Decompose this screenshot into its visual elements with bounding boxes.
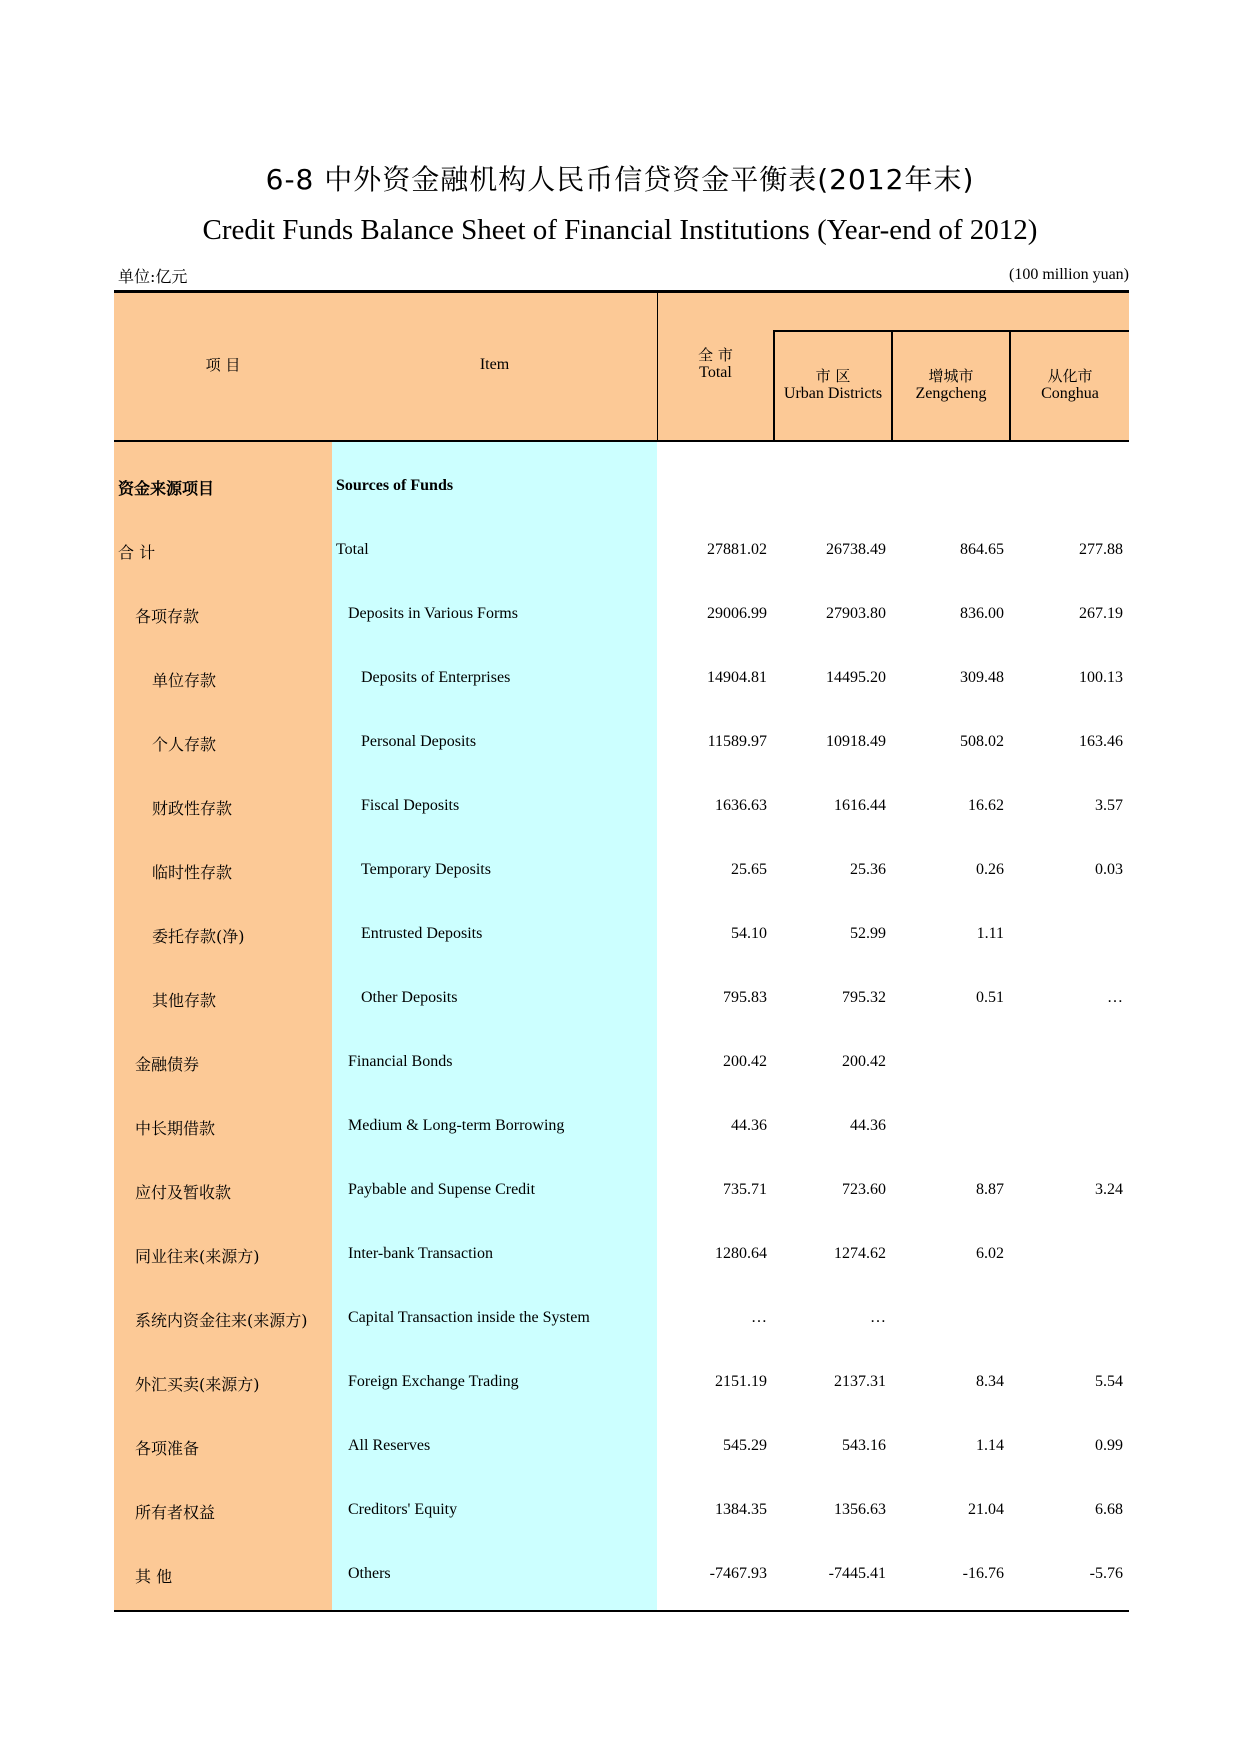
cell-zengcheng: 0.26	[976, 861, 1004, 878]
row-label-chinese: 临时性存款	[152, 863, 233, 882]
cell-total: 25.65	[731, 861, 767, 878]
row-label-chinese: 单位存款	[152, 671, 217, 690]
row-label-english: All Reserves	[348, 1437, 431, 1454]
table-row	[114, 837, 1129, 901]
cell-urban: 44.36	[850, 1117, 886, 1134]
row-label-english: Financial Bonds	[348, 1053, 453, 1070]
cell-urban: 543.16	[842, 1437, 886, 1454]
cell-urban: 1616.44	[834, 797, 886, 814]
row-label-chinese: 同业往来(来源方)	[135, 1247, 260, 1266]
cell-zengcheng: 864.65	[960, 541, 1004, 558]
table-row	[114, 581, 1129, 645]
cell-urban: 723.60	[842, 1181, 886, 1198]
row-label-english: Fiscal Deposits	[361, 797, 460, 814]
cell-zengcheng: -16.76	[962, 1565, 1004, 1582]
row-label-english: Other Deposits	[361, 989, 458, 1006]
balance-sheet-table	[114, 290, 1129, 1612]
cell-total: 11589.97	[707, 733, 767, 750]
table-row	[114, 1477, 1129, 1541]
row-label-chinese: 应付及暂收款	[135, 1183, 232, 1202]
row-label-chinese: 系统内资金往来(来源方)	[135, 1311, 308, 1330]
cell-zengcheng: 836.00	[960, 605, 1004, 622]
cell-urban: 10918.49	[826, 733, 886, 750]
row-label-english: Capital Transaction inside the System	[348, 1309, 590, 1326]
cell-total: 735.71	[723, 1181, 767, 1198]
row-label-chinese: 个人存款	[152, 735, 217, 754]
table-row	[114, 901, 1129, 965]
row-label-chinese: 金融债券	[135, 1055, 200, 1074]
table-row	[114, 517, 1129, 581]
row-label-english: Sources of Funds	[336, 477, 454, 494]
header-zengcheng: 增城市 Zengcheng	[915, 367, 987, 402]
table-row	[114, 453, 1129, 517]
cell-total: 795.83	[723, 989, 767, 1006]
cell-conghua: 5.54	[1095, 1373, 1123, 1390]
row-label-english: Total	[336, 541, 369, 558]
row-label-chinese: 财政性存款	[152, 799, 233, 818]
row-label-chinese: 资金来源项目	[118, 479, 215, 498]
cell-total: 545.29	[723, 1437, 767, 1454]
cell-total: 44.36	[731, 1117, 767, 1134]
cell-urban: 14495.20	[826, 669, 886, 686]
table-row	[114, 1093, 1129, 1157]
table-row	[114, 645, 1129, 709]
row-label-english: Deposits in Various Forms	[348, 605, 518, 622]
cell-total: 1636.63	[715, 797, 767, 814]
table-row	[114, 773, 1129, 837]
page-title-english: Credit Funds Balance Sheet of Financial Institutions (Year-end of 2012)	[202, 214, 1038, 246]
row-label-chinese: 委托存款(净)	[152, 927, 245, 946]
cell-zengcheng: 6.02	[976, 1245, 1004, 1262]
cell-zengcheng: 1.11	[976, 925, 1004, 942]
unit-label-chinese: 单位:亿元	[118, 267, 188, 286]
cell-conghua: 163.46	[1079, 733, 1123, 750]
cell-zengcheng: 16.62	[968, 797, 1004, 814]
table-row	[114, 1349, 1129, 1413]
cell-conghua: 277.88	[1079, 541, 1123, 558]
cell-zengcheng: 8.87	[976, 1181, 1004, 1198]
row-label-english: Paybable and Supense Credit	[348, 1181, 536, 1198]
cell-urban: …	[870, 1309, 886, 1326]
row-label-chinese: 外汇买卖(来源方)	[135, 1375, 260, 1394]
cell-total: 54.10	[731, 925, 767, 942]
row-label-english: Deposits of Enterprises	[361, 669, 511, 686]
table-row	[114, 1285, 1129, 1349]
header-conghua: 从化市 Conghua	[1041, 367, 1099, 402]
table-bottom-rule	[114, 1610, 1129, 1612]
table-row	[114, 1029, 1129, 1093]
table-row	[114, 965, 1129, 1029]
cell-conghua: 3.57	[1095, 797, 1123, 814]
cell-conghua: …	[1107, 989, 1123, 1006]
cell-total: 200.42	[723, 1053, 767, 1070]
row-label-english: Entrusted Deposits	[361, 925, 483, 942]
table-row	[114, 1541, 1129, 1605]
cell-zengcheng: 508.02	[960, 733, 1004, 750]
cell-total: 27881.02	[707, 541, 767, 558]
cell-zengcheng: 1.14	[976, 1437, 1004, 1454]
cell-zengcheng: 21.04	[968, 1501, 1004, 1518]
cell-total: 1280.64	[715, 1245, 767, 1262]
header-urban-districts: 市 区 Urban Districts	[783, 367, 883, 402]
cell-conghua: 6.68	[1095, 1501, 1123, 1518]
cell-urban: 2137.31	[834, 1373, 886, 1390]
row-label-chinese: 其他存款	[152, 991, 217, 1010]
table-row	[114, 1157, 1129, 1221]
cell-urban: 25.36	[850, 861, 886, 878]
header-bottom-rule	[114, 440, 1129, 442]
cell-total: -7467.93	[709, 1565, 767, 1582]
header-item-english: Item	[479, 356, 510, 373]
row-label-english: Foreign Exchange Trading	[348, 1373, 519, 1390]
page-title-chinese: 6-8 中外资金融机构人民币信贷资金平衡表(2012年末)	[265, 163, 975, 196]
cell-total: 2151.19	[715, 1373, 767, 1390]
row-label-chinese: 其 他	[135, 1567, 173, 1586]
cell-urban: -7445.41	[828, 1565, 886, 1582]
cell-total: …	[751, 1309, 767, 1326]
cell-conghua: 0.99	[1095, 1437, 1123, 1454]
cell-urban: 1356.63	[834, 1501, 886, 1518]
cell-conghua: 0.03	[1095, 861, 1123, 878]
cell-zengcheng: 0.51	[976, 989, 1004, 1006]
header-subgroup-rule	[773, 330, 1129, 332]
cell-total: 1384.35	[715, 1501, 767, 1518]
cell-conghua: -5.76	[1089, 1565, 1123, 1582]
row-label-english: Others	[348, 1565, 391, 1582]
cell-zengcheng: 309.48	[960, 669, 1004, 686]
table-row	[114, 1221, 1129, 1285]
row-label-english: Medium & Long-term Borrowing	[348, 1117, 565, 1134]
row-label-english: Creditors' Equity	[348, 1501, 458, 1518]
cell-total: 29006.99	[707, 605, 767, 622]
row-label-chinese: 各项准备	[135, 1439, 200, 1458]
header-item-chinese: 项 目	[205, 356, 241, 374]
cell-urban: 26738.49	[826, 541, 886, 558]
cell-total: 14904.81	[707, 669, 767, 686]
unit-label-english: (100 million yuan)	[1009, 266, 1129, 283]
header-total: 全 市 Total	[698, 346, 733, 381]
cell-zengcheng: 8.34	[976, 1373, 1004, 1390]
cell-urban: 27903.80	[826, 605, 886, 622]
row-label-english: Temporary Deposits	[361, 861, 491, 878]
cell-urban: 52.99	[850, 925, 886, 942]
cell-urban: 1274.62	[834, 1245, 886, 1262]
table-top-rule	[114, 290, 1129, 293]
row-label-chinese: 合 计	[118, 543, 156, 562]
cell-conghua: 100.13	[1079, 669, 1123, 686]
row-label-chinese: 各项存款	[135, 607, 200, 626]
cell-conghua: 267.19	[1079, 605, 1123, 622]
cell-conghua: 3.24	[1095, 1181, 1123, 1198]
row-label-english: Personal Deposits	[361, 733, 477, 750]
cell-urban: 795.32	[842, 989, 886, 1006]
row-label-chinese: 所有者权益	[135, 1503, 216, 1522]
table-row	[114, 709, 1129, 773]
row-label-english: Inter-bank Transaction	[348, 1245, 493, 1262]
row-label-chinese: 中长期借款	[135, 1119, 216, 1138]
cell-urban: 200.42	[842, 1053, 886, 1070]
table-row	[114, 1413, 1129, 1477]
